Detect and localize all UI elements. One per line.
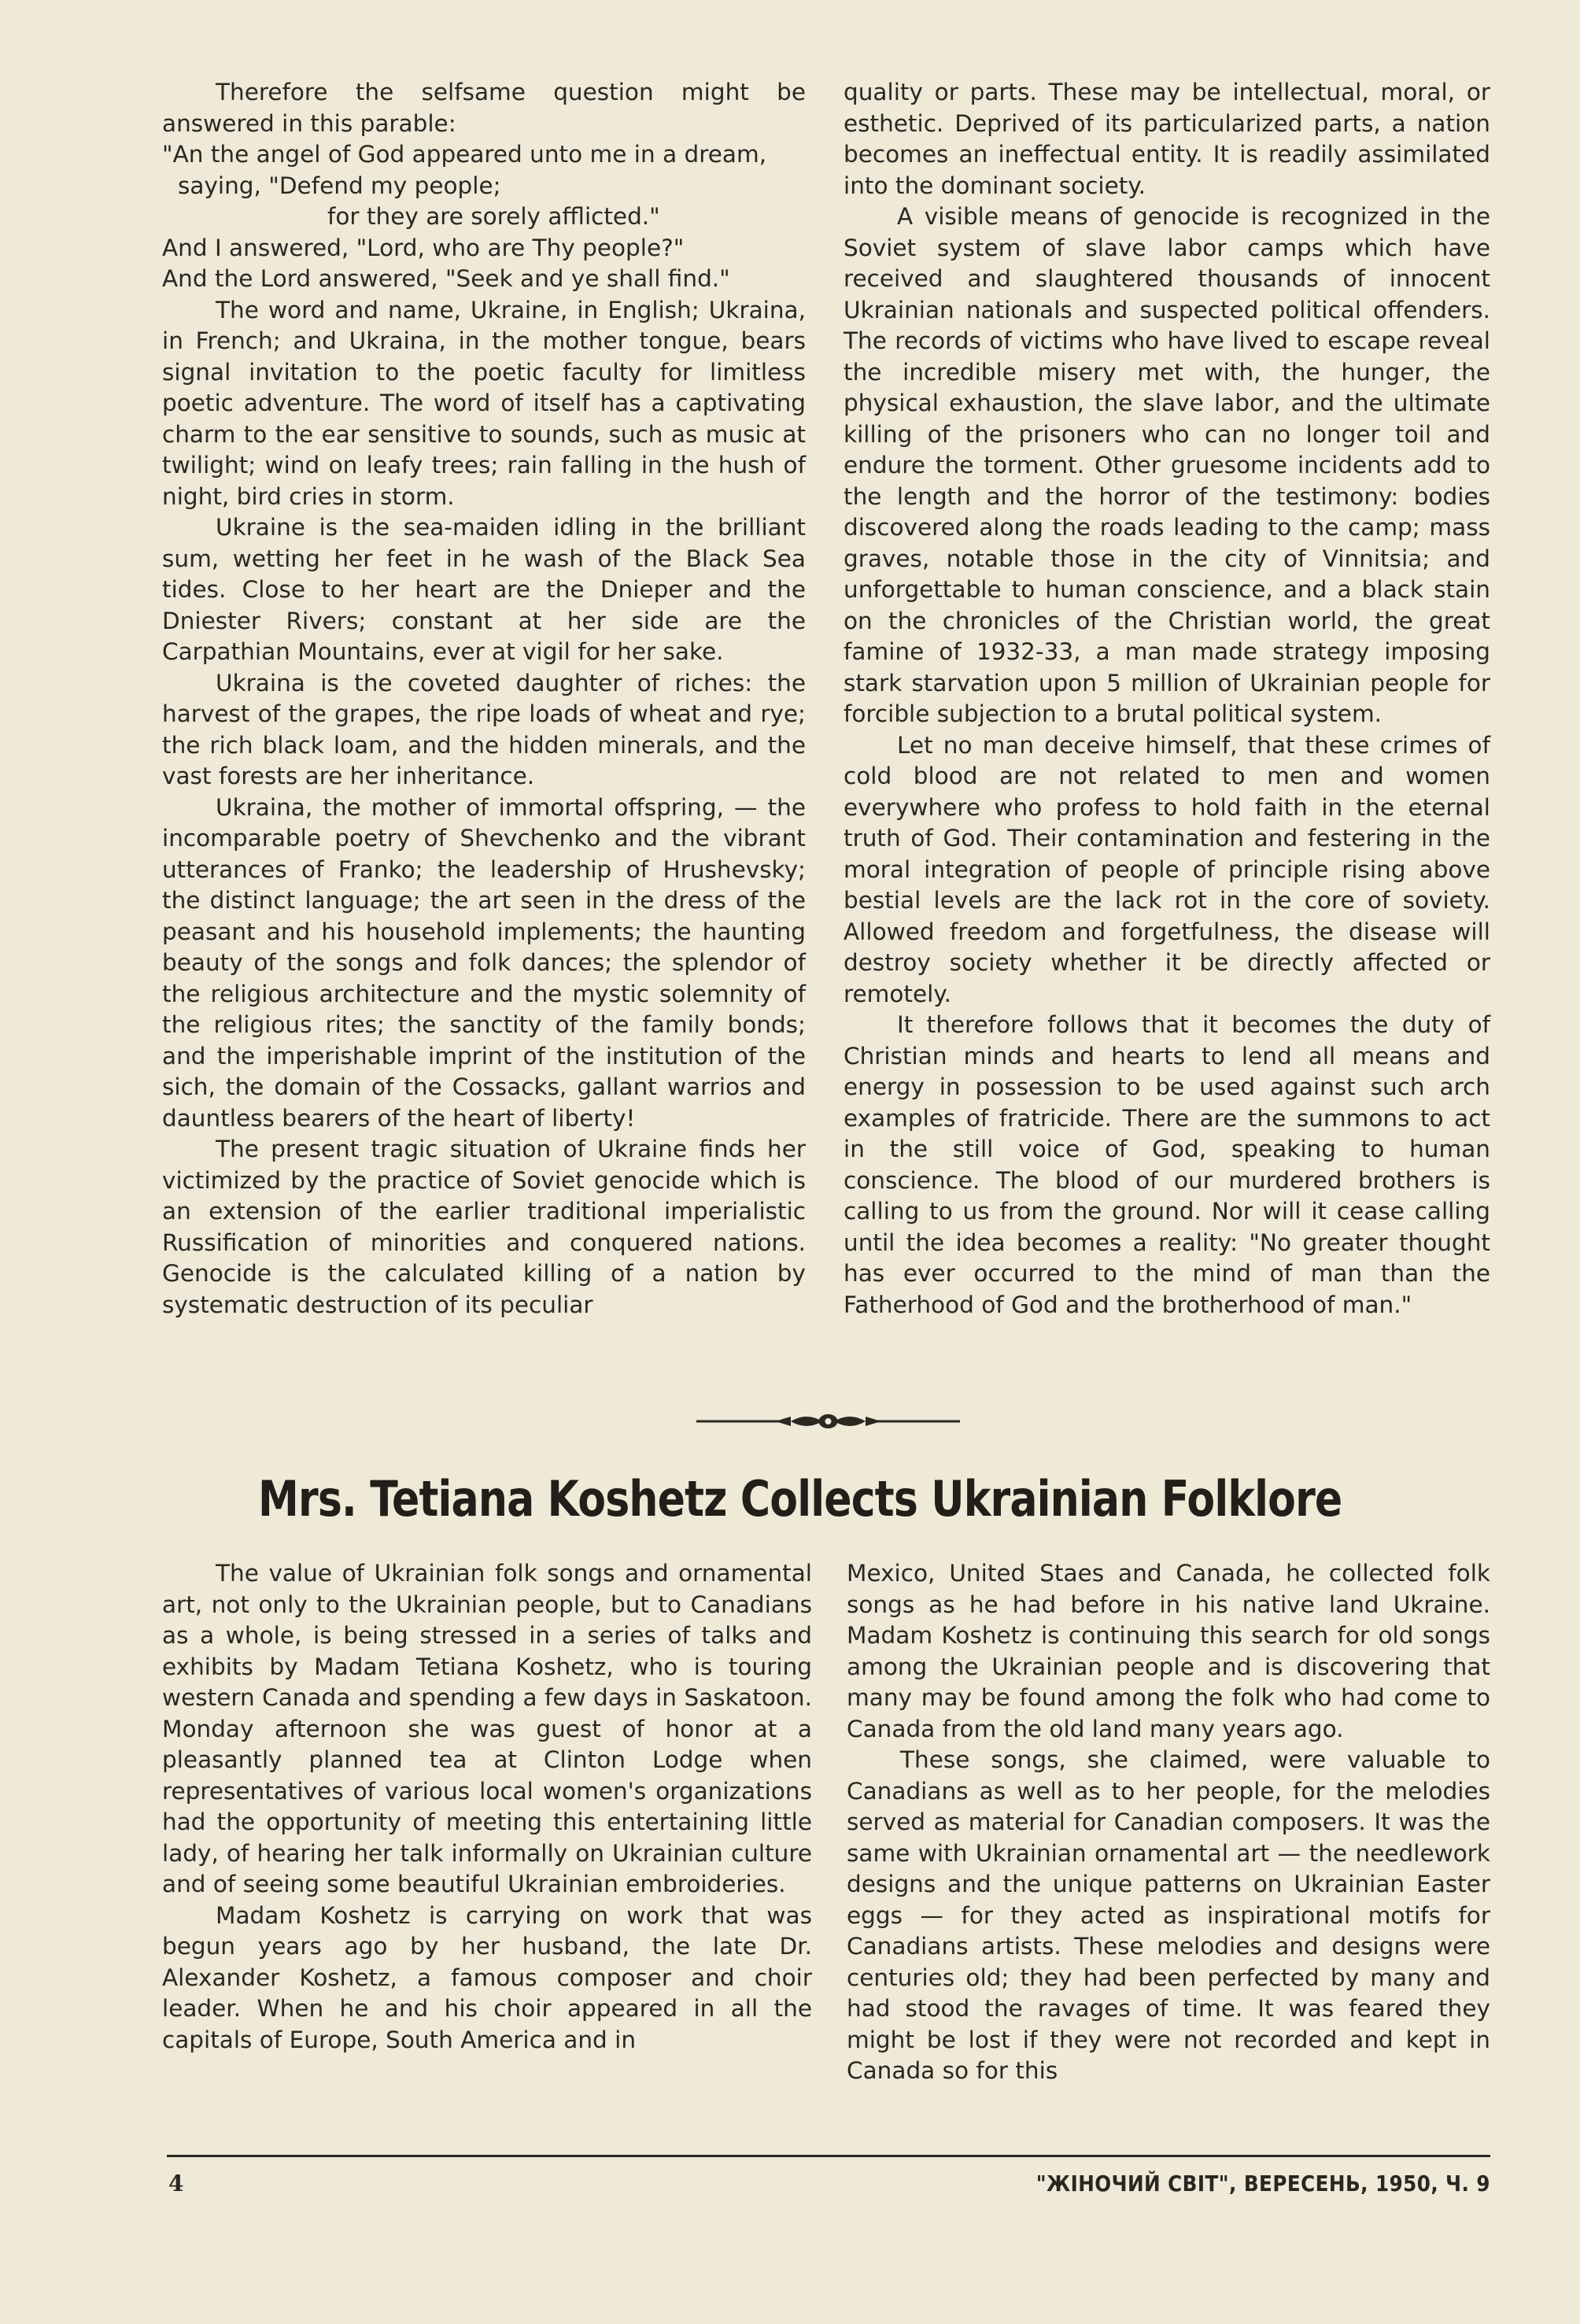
paragraph: A visible means of genocide is recognized in the Soviet system of slave labor camps which have received and slaughtered thousands of innocent Ukrainian nationals and suspected political offenders. The records of victims who have lived to escape reveal the incredible misery met with, the hunger, the physical exhaustion, the slave labor, and the ultimate killing of the prisoners who can no longer toil and endure the torment. Other gruesome incidents add to the length and the horror of the testimony: bodies discovered along the roads leading to the camp; mass graves, notable those in the city of Vinnitsia; and unforgettable to human conscience, and a black stain on the chronicles of the Christian world, the great famine of 1932-33, a man made strategy imposing stark starvation upon 5 million of Ukrainian people for forcible subjection to a brutal political system. xyxy=(844,203,1490,727)
verse-line: And I answered, "Lord, who are Thy people?" xyxy=(162,234,685,261)
paragraph: Madam Koshetz is carrying on work that was begun years ago by her husband, the late Dr. Alexander Koshetz, a famous composer and choir leader. When he and his choir appeared in all the capitals of Europe, South America and in xyxy=(162,1901,812,2053)
paragraph: The word and name, Ukraine, in English; Ukraina, in French; and Ukraina, in the mother tongue, bears signal invitation to the poetic faculty for limitless poetic adventure. The word of itself has a captivating charm to the ear sensitive to sounds, such as music at twilight; wind on leafy trees; rain falling in the hush of night, bird cries in storm. xyxy=(162,296,806,510)
verse-line: "An the angel of God appeared unto me in a dream, xyxy=(162,141,767,168)
paragraph: The present tragic situation of Ukraine finds her victimized by the practice of Soviet genocide which is an extension of the earlier traditional imperialistic Russification of minorities and conquered nations. Genocide is the calculated killing of a nation by systematic destruction of its peculiar xyxy=(162,1136,806,1318)
page-number: 4 xyxy=(168,2171,184,2197)
paragraph: quality or parts. These may be intellectual, moral, or esthetic. Deprived of its particularized parts, a nation becomes an ineffectual entity. It is readily assimilated into the dominant society. xyxy=(844,79,1490,199)
paragraph: These songs, she claimed, were valuable to Canadians as well as to her people, for the melodies served as material for Canadian composers. It was the same with Ukrainian ornamental art — the needlework designs and the unique patterns on Ukrainian Easter eggs — for they acted as inspirational motifs for Canadians artists. These melodies and designs were centuries old; they had been perfected by many and had stood the ravages of time. It was feared they might be lost if they were not recorded and kept in Canada so for this xyxy=(847,1746,1490,2084)
footer-rule xyxy=(167,2155,1490,2157)
article1-right-column xyxy=(844,77,1490,1321)
paragraph: The value of Ukrainian folk songs and ornamental art, not only to the Ukrainian people, but to Canadians as a whole, is being stressed in a series of talks and exhibits by Madam Tetiana Koshetz, who is touring western Canada and spending a few days in Saskatoon. Monday afternoon she was guest of honor at a pleasantly planned tea at Clinton Lodge when representatives of various local women's organizations had the opportunity of meeting this entertaining little lady, of hearing her talk informally on Ukrainian culture and of seeing some beautiful Ukrainian embroideries. xyxy=(162,1560,812,1897)
verse-line: for they are sorely afflicted." xyxy=(327,203,660,230)
paragraph: Ukraina, the mother of immortal offspring, — the incomparable poetry of Shevchenko and the vibrant utterances of Franko; the leadership of Hrushevsky; the distinct language; the art seen in the dress of the peasant and his household implements; the haunting beauty of the songs and folk dances; the splendor of the religious architecture and the mystic solemnity of the religious rites; the sanctity of the family bonds; and the imperishable imprint of the institution of the sich, the domain of the Cossacks, gallant warrios and dauntless bearers of the heart of liberty! xyxy=(162,793,806,1132)
paragraph: It therefore follows that it becomes the duty of Christian minds and hearts to lend all means and energy in possession to be used against such arch examples of fratricide. There are the summons to act in the still voice of God, speaking to human conscience. The blood of our murdered brothers is calling to us from the ground. Nor will it cease calling until the idea becomes a reality: "No greater thought has ever occurred to the mind of man than the Fatherhood of God and the brotherhood of man." xyxy=(844,1011,1490,1318)
article2-headline: Mrs. Tetiana Koshetz Collects Ukrainian Folklore xyxy=(258,1470,1342,1528)
publication-info: "ЖІНОЧИЙ СВІТ", ВЕРЕСЕНЬ, 1950, Ч. 9 xyxy=(1035,2171,1490,2197)
paragraph: Mexico, United Staes and Canada, he collected folk songs as he had before in his native land Ukraine. Madam Koshetz is continuing this search for old songs among the Ukrainian people and is discovering that many may be found among the folk who had come to Canada from the old land many years ago. xyxy=(847,1560,1490,1742)
paragraph: Therefore the selfsame question might be answered in this parable: xyxy=(162,79,806,137)
verse-line: And the Lord answered, "Seek and ye shall find." xyxy=(162,265,730,292)
divider-ornament-icon xyxy=(696,1406,960,1437)
article2-left-column xyxy=(162,1558,812,2056)
verse-line: saying, "Defend my people; xyxy=(178,172,501,199)
article2-right-column xyxy=(847,1558,1490,2087)
paragraph: Ukraine is the sea-maiden idling in the brilliant sum, wetting her feet in he wash of the Black Sea tides. Close to her heart are the Dnieper and the Dniester Rivers; constant at her side are the Carpathian Mountains, ever at vigil for her sake. xyxy=(162,514,806,665)
paragraph: Ukraina is the coveted daughter of riches: the harvest of the grapes, the ripe loads of wheat and rye; the rich black loam, and the hidden minerals, and the vast forests are her inheritance. xyxy=(162,669,806,789)
paragraph: Let no man deceive himself, that these crimes of cold blood are not related to men and women everywhere who profess to hold faith in the eternal truth of God. Their contamination and festering in the moral integration of people of principle rising above bestial levels are the lack rot in the core of soviety. Allowed freedom and forgetfulness, the disease will destroy society whether it be directly affected or remotely. xyxy=(844,731,1490,1007)
article1-left-column xyxy=(162,77,806,1321)
